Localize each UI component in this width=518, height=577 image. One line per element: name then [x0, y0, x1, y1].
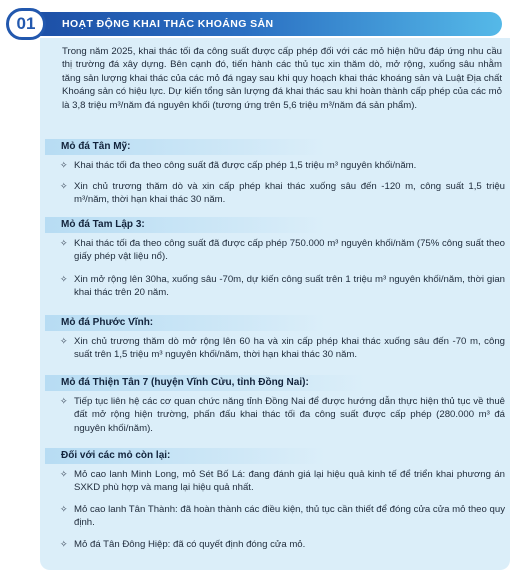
subsection-heading-thien-tan-7: Mỏ đá Thiện Tân 7 (huyện Vĩnh Cửu, tỉnh Đồng Nai):	[45, 375, 365, 391]
list-item-text: Mỏ cao lanh Minh Long, mỏ Sét Bố Lá: đang đánh giá lại hiệu quả kinh tế để triển khai phương án SXKD phù hợp và mang lại hiệu quả nhất.	[74, 469, 505, 494]
bullet-star-icon: ✧	[60, 396, 68, 406]
subsection-heading-phuoc-vinh: Mỏ đá Phước Vĩnh:	[45, 315, 325, 331]
list-item-text: Mỏ cao lanh Tân Thành: đã hoàn thành các điều kiện, thủ tục cần thiết để đóng cửa cửa mỏ theo quy định.	[74, 504, 505, 529]
subsection-heading-tam-lap-3: Mỏ đá Tam Lập 3:	[45, 217, 325, 233]
bullet-star-icon: ✧	[60, 274, 68, 284]
list-item	[60, 159, 505, 172]
list-item-text: Xin chủ trương thăm dò và xin cấp phép khai thác xuống sâu đến -120 m, công suất 1,5 triệu m³/năm, thời hạn khai thác 30 năm.	[74, 181, 505, 206]
list-item-text: Xin chủ trương thăm dò mở rộng lên 60 ha và xin cấp phép khai thác xuống sâu đến -70 m, công suất trên 1,5 triệu m³ nguyên khối/năm, thời hạn khai thác 30 năm.	[74, 336, 505, 361]
bullet-star-icon: ✧	[60, 238, 68, 248]
list-item-text: Mỏ đá Tân Đông Hiệp: đã có quyết định đóng cửa mỏ.	[74, 539, 306, 550]
bullet-star-icon: ✧	[60, 160, 68, 170]
list-item-text: Xin mở rộng lên 30ha, xuống sâu -70m, dự kiến công suất trên 1 triệu m³ nguyên khối/năm, thời gian khai thác trên 20 năm.	[74, 274, 505, 299]
list-item	[60, 335, 505, 362]
bullet-star-icon: ✧	[60, 336, 68, 346]
list-item	[60, 273, 505, 300]
list-item	[60, 395, 505, 435]
list-item	[60, 180, 505, 207]
intro-paragraph: Trong năm 2025, khai thác tối đa công suất được cấp phép đối với các mỏ hiện hữu đáp ứng nhu cầu thị trường đá xây dựng. Bên cạnh đó, tiến hành các thủ tục xin thăm dò, mở rộng, xuống sâu nhằm tăng sản lượng khai thác của các mỏ đá ngay sau khi quy hoạch khai thác khoáng sản và Luật Địa chất Khoáng sản có hiệu lực. Dự kiến tổng sản lượng đá khai thác sau khi hoàn thành cấp phép của các mỏ là 3,8 triệu m³/năm đá nguyên khối (tương ứng trên 5,6 triệu m³/năm đá sản phẩm).	[62, 46, 502, 111]
list-item-text: Khai thác tối đa theo công suất đã được cấp phép 1,5 triệu m³ nguyên khối/năm.	[74, 160, 417, 171]
section-header	[0, 10, 518, 38]
list-item-text: Tiếp tục liên hệ các cơ quan chức năng tỉnh Đồng Nai để được hướng dẫn thực hiện thủ tục về thuê đất mở rộng hiện trường, phấn đấu khai thác tối đa công suất được cấp phép (280.000 m³ đá nguyên khối/năm).	[74, 396, 505, 434]
list-item	[60, 468, 505, 495]
section-number-badge: 01	[6, 8, 46, 40]
bullet-star-icon: ✧	[60, 504, 68, 514]
list-item-text: Khai thác tối đa theo công suất đã được cấp phép 750.000 m³ nguyên khối/năm (75% công suất theo giấy phép vật liệu nổ).	[74, 238, 505, 263]
list-item	[60, 237, 505, 264]
subsection-heading-remaining-mines: Đối với các mỏ còn lại:	[45, 448, 325, 464]
subsection-heading-tan-my: Mỏ đá Tân Mỹ:	[45, 139, 325, 155]
bullet-star-icon: ✧	[60, 469, 68, 479]
list-item	[60, 538, 505, 551]
list-item	[60, 503, 505, 530]
bullet-star-icon: ✧	[60, 181, 68, 191]
bullet-star-icon: ✧	[60, 539, 68, 549]
section-title: HOẠT ĐỘNG KHAI THÁC KHOÁNG SẢN	[62, 18, 274, 30]
